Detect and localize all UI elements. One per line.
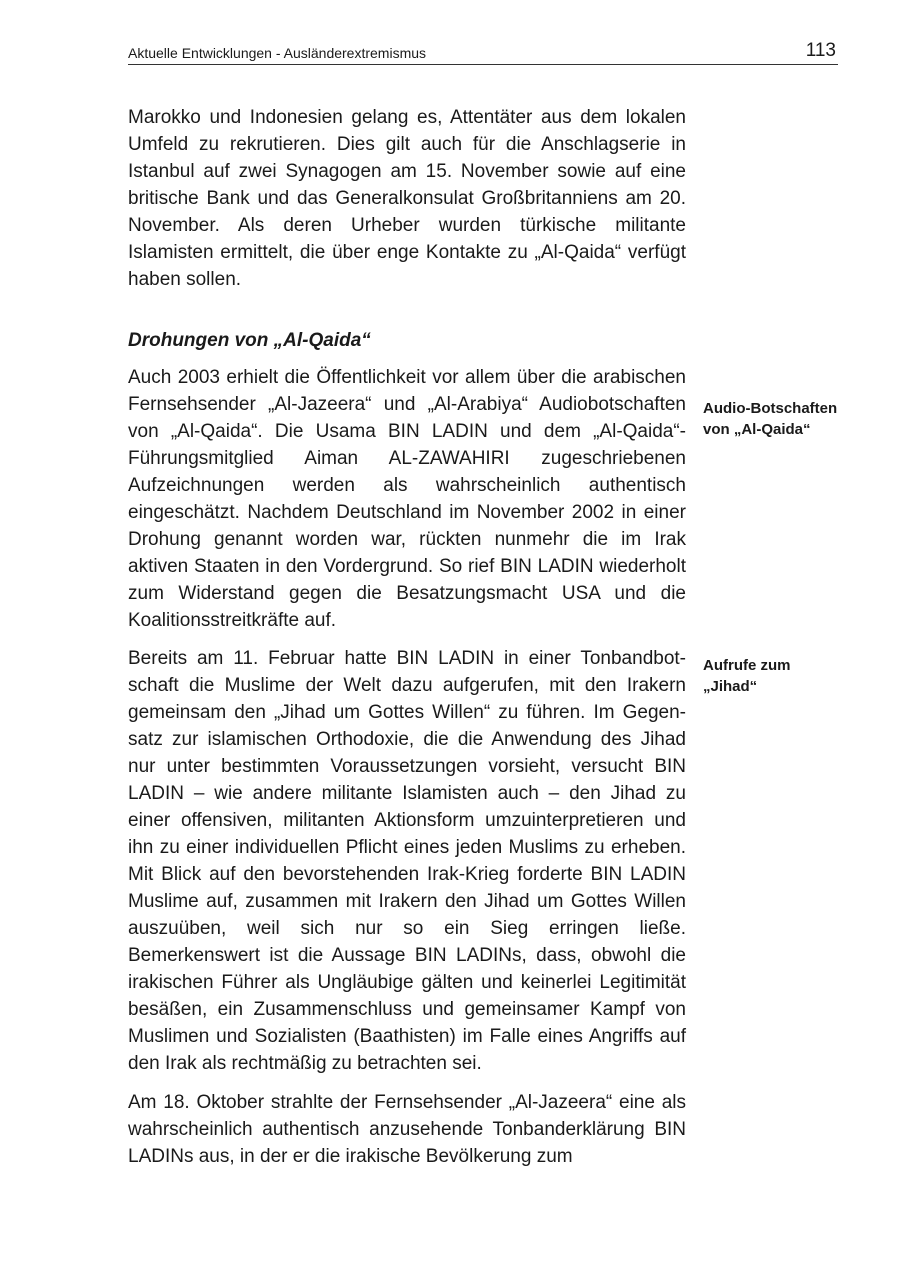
margin-note-line: von „Al-Qaida“ — [703, 421, 811, 438]
margin-note-line: „Jihad“ — [703, 678, 758, 695]
running-header — [128, 38, 838, 65]
paragraph-1: Marokko und Indonesien gelang es, Attentäter aus dem lokalen Umfeld zu rekrutieren. Dies gilt auch für die Anschlagserie in Istanbul auf zwei Synagogen am 15. November sowie auf eine britische Bank und das Generalkonsulat Großbritanniens am 20. November. Als deren Urheber wurden türkische militante Islamisten ermittelt, die über enge Kontakte zu „Al-Qaida“ verfügt haben sollen. — [128, 107, 686, 290]
paragraph-3: Bereits am 11. Februar hatte BIN LADIN in einer Tonbandbotschaft die Muslime der Welt dazu aufgerufen, mit den Irakern gemeinsam den „Jihad um Gottes Willen“ zu führen. Im Gegensatz zur islamischen Orthodoxie, die die Anwendung des Jihad nur unter bestimmten Voraussetzungen vorsieht, versucht BIN LADIN – wie andere militante Islamisten auch – den Jihad zu einer offensiven, militanten Aktionsform umzuinterpretieren und ihn zu einer individuellen Pflicht eines jeden Muslims zu erheben. Mit Blick auf den bevorstehenden Irak-Krieg forderte BIN LADIN Muslime auf, zusammen mit Irakern den Jihad um Gottes Willen auszuüben, weil sich nur so ein Sieg erringen ließe. Bemerkenswert ist die Aussage BIN LADINs, dass, obwohl die irakischen Führer als Ungläubige gälten und keinerlei Legitimität besäßen, ein Zusammenschluss und gemeinsamer Kampf von Muslimen und Sozialisten (Baathisten) im Falle eines Angriffs auf den Irak als rechtmäßig zu betrachten sei. — [128, 648, 686, 1074]
margin-note-line: Audio-Botschaften — [703, 400, 838, 417]
paragraph-2: Auch 2003 erhielt die Öffentlichkeit vor allem über die arabischen Fernsehsender „Al-Jazeera“ und „Al-Arabiya“ Audiobotschaften von „Al-Qaida“. Die Usama BIN LADIN und dem „Al-Qaida“-Führungsmitglied Aiman AL-ZAWAHIRI zugeschriebenen Aufzeichnungen werden als wahrscheinlich authentisch eingeschätzt. Nachdem Deutschland im November 2002 in einer Drohung genannt worden war, rückten nunmehr die im Irak aktiven Staaten in den Vordergrund. So rief BIN LADIN wiederholt zum Widerstand gegen die Besatzungsmacht USA und die Koalitionsstreitkräfte auf. — [128, 367, 686, 631]
margin-note-audio — [703, 398, 863, 440]
margin-note-jihad — [703, 655, 863, 697]
page-number: 113 — [805, 40, 836, 61]
margin-note-line: Aufrufe zum — [703, 657, 791, 674]
header-title: Aktuelle Entwicklungen - Ausländerextremismus — [128, 45, 427, 61]
paragraph-4: Am 18. Oktober strahlte der Fernsehsender „Al-Jazeera“ eine als wahrscheinlich authentisch anzusehende Tonbanderklärung BIN LADINs aus, in der er die irakische Bevölkerung zum — [128, 1092, 686, 1167]
section-heading: Drohungen von „Al-Qaida“ — [128, 330, 371, 351]
